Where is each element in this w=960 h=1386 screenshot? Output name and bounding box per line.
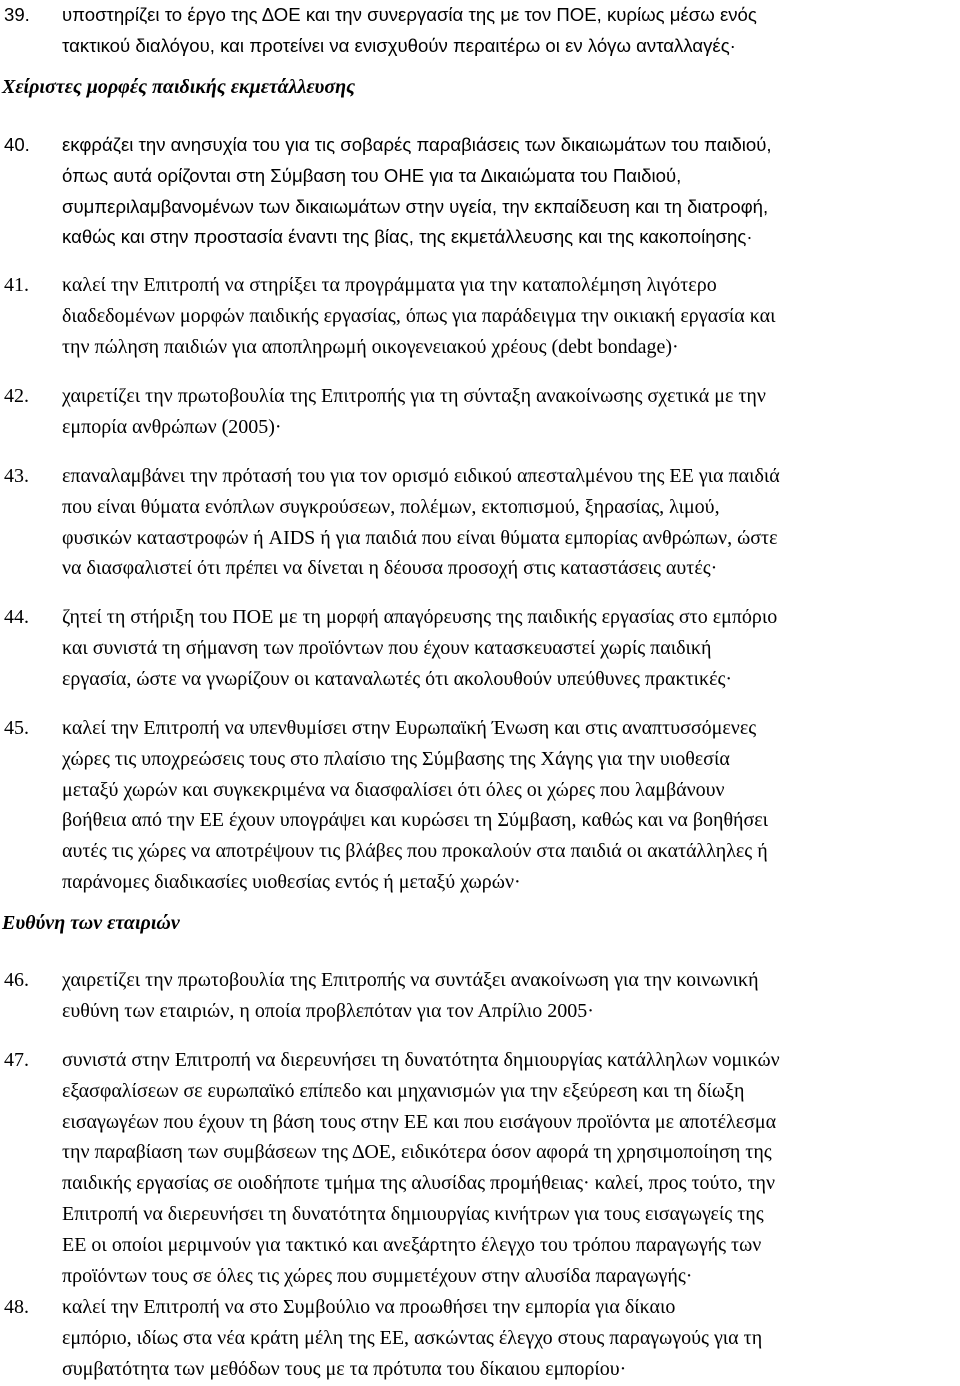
section-heading-child-exploitation: Χείριστες μορφές παιδικής εκμετάλλευσης <box>2 76 356 98</box>
paragraph-line: την παραβίαση των συμβάσεων της ΔΟΕ, ειδικότερα όσον αφορά τη χρησιμοποίηση της <box>62 1141 772 1164</box>
paragraph-line: μεταξύ χωρών και συγκεκριμένα να διασφαλίσει ότι όλες οι χώρες που λαμβάνουν <box>62 778 725 801</box>
paragraph-line: υποστηρίζει το έργο της ΔΟΕ και την συνεργασία της με τον ΠΟΕ, κυρίως μέσω ενός <box>62 4 757 25</box>
paragraph-line: προϊόντων τους σε όλες τις χώρες που συμμετέχουν στην αλυσίδα παραγωγής· <box>62 1264 693 1287</box>
paragraph-line: καθώς και στην προστασία έναντι της βίας, της εκμετάλλευσης και της κακοποίησης· <box>62 226 753 248</box>
paragraph-line: διαδεδομένων μορφών παιδικής εργασίας, όπως για παράδειγμα την οικιακή εργασία και <box>62 304 776 327</box>
paragraph-number: 48. <box>4 1296 29 1318</box>
paragraph-line: συμπεριλαμβανομένων των δικαιωμάτων στην υγεία, την εκπαίδευση και τη διατροφή, <box>62 195 769 217</box>
paragraph-line: φυσικών καταστροφών ή AIDS ή για παιδιά που είναι θύματα εμπορίας ανθρώπων, ώστε <box>62 526 778 549</box>
paragraph-line: επαναλαμβάνει την πρότασή του για τον ορισμό ειδικού απεσταλμένου της ΕΕ για παιδιά <box>62 465 780 487</box>
paragraph-line: εκφράζει την ανησυχία του για τις σοβαρές παραβιάσεις των δικαιωμάτων του παιδιού, <box>62 134 772 155</box>
paragraph-line: όπως αυτά ορίζονται στη Σύμβαση του ΟΗΕ για τα Δικαιώματα του Παιδιού, <box>62 164 682 186</box>
paragraph-line: καλεί την Επιτροπή να στο Συμβούλιο να προωθήσει την εμπορία για δίκαιο <box>62 1296 676 1318</box>
paragraph-line: εισαγωγέων που έχουν τη βάση τους στην ΕΕ και που εισάγουν προϊόντα με αποτέλεσμα <box>62 1110 777 1133</box>
paragraph-line: τακτικού διαλόγου, και προτείνει να ενισχυθούν περαιτέρω οι εν λόγω ανταλλαγές· <box>62 34 736 56</box>
paragraph-line: παιδικής εργασίας σε οιοδήποτε τμήμα της αλυσίδας προμήθειας· καλεί, προς τούτο, την <box>62 1172 776 1195</box>
paragraph-line: συμβατότητα των μεθόδων τους με τα πρότυπα του δίκαιου εμπορίου· <box>62 1357 627 1380</box>
paragraph-line: παράνομες διαδικασίες υιοθεσίας εντός ή μεταξύ χωρών· <box>62 871 521 893</box>
paragraph-line: χώρες τις υποχρεώσεις τους στο πλαίσιο της Σύμβασης της Χάγης για την υιοθεσία <box>62 747 730 770</box>
paragraph-number: 46. <box>4 969 29 991</box>
paragraph-line: ευθύνη των εταιριών, η οποία προβλεπόταν για τον Απρίλιο 2005· <box>62 999 594 1022</box>
paragraph-line: ΕΕ οι οποίοι μεριμνούν για τακτικό και ανεξάρτητο έλεγχο του τρόπου παραγωγής των <box>62 1233 762 1256</box>
paragraph-line: να διασφαλιστεί ότι πρέπει να δίνεται η δέουσα προσοχή στις καταστάσεις αυτές· <box>62 557 718 580</box>
paragraph-line: που είναι θύματα ενόπλων συγκρούσεων, πολέμων, εκτοπισμού, ξηρασίας, λιμού, <box>62 495 720 518</box>
paragraph-number: 42. <box>4 385 29 407</box>
paragraph-line: συνιστά στην Επιτροπή να διερευνήσει τη δυνατότητα δημιουργίας κατάλληλων νομικών <box>62 1049 780 1071</box>
paragraph-line: την πώληση παιδιών για αποπληρωμή οικογενειακού χρέους (debt bondage)· <box>62 335 679 358</box>
paragraph-line: Επιτροπή να διερευνήσει τη δυνατότητα δημιουργίας κινήτρων για τους εισαγωγείς της <box>62 1203 764 1225</box>
paragraph-line: αυτές τις χώρες να αποτρέψουν τις βλάβες που προκαλούν στα παιδιά οι ακατάλληλες ή <box>62 840 768 863</box>
paragraph-line: βοήθεια από την ΕΕ έχουν υπογράψει και κυρώσει τη Σύμβαση, καθώς και να βοηθήσει <box>62 809 769 832</box>
paragraph-line: εμπόριο, ιδίως στα νέα κράτη μέλη της ΕΕ, ασκώντας έλεγχο στους παραγωγούς για τη <box>62 1326 763 1349</box>
paragraph-line: χαιρετίζει την πρωτοβουλία της Επιτροπής να συντάξει ανακοίνωση για την κοινωνική <box>62 969 759 991</box>
paragraph-line: χαιρετίζει την πρωτοβουλία της Επιτροπής για τη σύνταξη ανακοίνωσης σχετικά με την <box>62 385 766 407</box>
paragraph-line: εργασία, ώστε να γνωρίζουν οι καταναλωτές ότι ακολουθούν υπεύθυνες πρακτικές· <box>62 667 733 690</box>
paragraph-line: ζητεί τη στήριξη του ΠΟΕ με τη μορφή απαγόρευσης της παιδικής εργασίας στο εμπόριο <box>62 606 778 628</box>
paragraph-number: 43. <box>4 465 29 487</box>
paragraph-line: εξασφαλίσεων σε ευρωπαϊκό επίπεδο και μηχανισμών για την εξεύρεση και τη δίωξη <box>62 1079 745 1102</box>
paragraph-line: εμπορία ανθρώπων (2005)· <box>62 415 282 438</box>
paragraph-number: 40. <box>4 134 30 155</box>
paragraph-number: 41. <box>4 274 29 296</box>
paragraph-number: 39. <box>4 4 30 25</box>
paragraph-number: 44. <box>4 606 29 628</box>
paragraph-line: και συνιστά τη σήμανση των προϊόντων που έχουν κατασκευαστεί χωρίς παιδική <box>62 636 712 659</box>
section-heading-corporate-responsibility: Ευθύνη των εταιριών <box>2 912 180 934</box>
paragraph-line: καλεί την Επιτροπή να στηρίξει τα προγράμματα για την καταπολέμηση λιγότερο <box>62 274 717 296</box>
paragraph-number: 45. <box>4 717 29 739</box>
paragraph-line: καλεί την Επιτροπή να υπενθυμίσει στην Ευρωπαϊκή Ένωση και στις αναπτυσσόμενες <box>62 717 757 739</box>
paragraph-number: 47. <box>4 1049 29 1071</box>
